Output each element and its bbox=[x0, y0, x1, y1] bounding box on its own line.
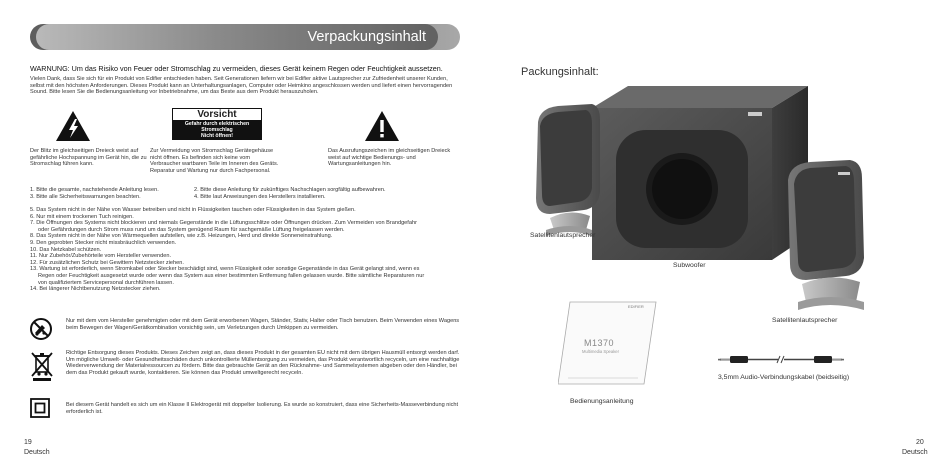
instruction-item: 10. Das Netzkabel schützen. bbox=[30, 246, 102, 253]
lightning-caption: Der Blitz im gleichseitigen Dreieck weist auf gefährliche Hochspannung im Gerät hin, die zu Stromschlag führen kann. bbox=[30, 148, 147, 168]
weee-notice bbox=[30, 350, 460, 390]
right-satellite-image bbox=[788, 160, 864, 310]
edifier-logo-icon bbox=[748, 112, 762, 116]
instruction-item: 14. Bei längerer Nichtbenutzung Netzstecker ziehen. bbox=[30, 286, 161, 293]
class2-double-insulation-icon bbox=[30, 398, 50, 418]
instruction-item: 7. Die Öffnungen des Systems nicht blockieren und niemals Gegenstände in die Lüftungsschlitze oder Öffnungen drücken. Zum Vermeiden von Brandgefahr bbox=[30, 220, 417, 227]
edifier-logo-icon bbox=[838, 172, 850, 175]
instruction-item: Regen oder Feuchtigkeit ausgesetzt wurde oder wenn das System aus einer bestimmten Entfernung fallen gelassen wurde. Bitte sämtliche Reparaturen nur bbox=[38, 272, 425, 279]
manual-model: M1370 bbox=[584, 338, 615, 348]
instruction-item: 5. Das System nicht in der Nähe von Wasser betreiben und nicht in Flüssigkeiten tauchen oder Flüssigkeiten in das System gießen. bbox=[30, 207, 356, 213]
instruction-item: 9. Den geprobten Stecker nicht missbräuchlich verwenden. bbox=[30, 239, 177, 246]
class2-text: Bei diesem Gerät handelt es sich um ein Klasse II Elektrogerät mit doppelter Isolierung. Es wurde so konstruiert, dass eine Sicherheits-Masseverbindung nicht erforderlich ist. bbox=[66, 402, 459, 415]
instruction-item: 1. Bitte die gesamte, nachstehende Anleitung lesen. bbox=[30, 187, 159, 193]
instruction-pairs bbox=[30, 187, 460, 200]
pair-row bbox=[30, 194, 460, 201]
pair-row bbox=[30, 187, 460, 194]
no-cart-tipping-icon bbox=[30, 318, 52, 340]
instruction-item: 3. Bitte alle Sicherheitswarnungen beachten. bbox=[30, 193, 141, 200]
subwoofer-image bbox=[592, 86, 808, 260]
label-satellite-right: Satellitenlautsprecher bbox=[772, 317, 838, 324]
lightning-warning-icon bbox=[55, 110, 91, 142]
weee-text: Richtige Entsorgung dieses Produkts. Dieses Zeichen zeigt an, dass dieses Produkt in der gesamten EU nicht mit dem übrigen Hausmüll entsorgt werden darf. Um mögliche Umwelt- oder Gesundheitsschäden durch unkontrollierte Müllentsorgung zu vermeiden, das Produkt verantwortlich recyceln, um eine nachhaltige Wiederverwendung der Materialressourcen zu fördern. Bitte das gebrauchte Gerät an den Rücknahme- und Sammelsystemen abgeben oder den Händler, bei dem das Produkt gekauft wurde, kontaktieren. Sie können das Produkt umweltgerecht recyceln. bbox=[66, 350, 460, 376]
instruction-item: 13. Wartung ist erforderlich, wenn Stromkabel oder Stecker beschädigt sind, wenn Flüssigkeit oder sonstige Gegenstände in das Gerät gelangt sind, wenn es bbox=[30, 266, 420, 273]
instruction-item: 6. Nur mit einem trockenen Tuch reinigen. bbox=[30, 213, 134, 220]
warning-heading: WARNUNG: Um das Risiko von Feuer oder Stromschlag zu vermeiden, dieses Gerät keinem Regen oder Feuchtigkeit aussetzen. bbox=[30, 64, 443, 73]
instruction-item: 2. Bitte diese Anleitung für zukünftiges Nachschlagen sorgfältig aufbewahren. bbox=[194, 187, 386, 193]
vorsicht-title: Vorsicht bbox=[173, 109, 261, 121]
cart-warning bbox=[30, 318, 460, 342]
audio-cable-image bbox=[718, 352, 844, 368]
manual-subtitle: Multimedia Speaker bbox=[582, 349, 620, 354]
label-manual: Bedienungsanleitung bbox=[570, 398, 634, 405]
vorsicht-line2: Stromschlag bbox=[173, 127, 261, 133]
label-subwoofer: Subwoofer bbox=[673, 262, 706, 269]
vorsicht-line3: Nicht öffnen! bbox=[173, 133, 261, 139]
cart-warning-text: Nur mit dem vom Hersteller genehmigten oder mit dem Gerät erworbenen Wagen, Ständer, Stativ, Halter oder Tisch benutzen. Beim Verwenden eines Wagens beim Bewegen der Wagen/Gerätkombination vorsichtig sein, um Verletzungen durch Umkippen zu vermeiden. bbox=[66, 318, 460, 331]
instruction-item: von qualifiziertem Servicepersonal durchführen lassen. bbox=[38, 279, 174, 286]
label-satellite-left: Satellitenlautsprecher bbox=[530, 232, 596, 239]
vorsicht-line1: Gefahr durch elektrischen bbox=[173, 121, 261, 127]
class2-notice bbox=[30, 398, 460, 422]
manual-image bbox=[558, 298, 658, 388]
exclamation-caption: Das Ausrufungszeichen im gleichseitigen Dreieck weist auf wichtige Bedienungs- und Wartungsanleitungen hin. bbox=[328, 148, 451, 168]
manual-brand: EDIFIER bbox=[628, 304, 644, 309]
package-contents-banner: Verpackungsinhalt bbox=[36, 24, 438, 50]
exclamation-warning-icon bbox=[364, 110, 400, 142]
instruction-item: 11. Nur Zubehör/Zubehörteile vom Hersteller verwenden. bbox=[30, 253, 172, 260]
weee-crossed-bin-icon bbox=[30, 350, 54, 382]
page-number-right: 20 bbox=[916, 439, 924, 446]
vorsicht-caption: Zur Vermeidung von Stromschlag Gerätegehäuse nicht öffnen. Es befinden sich keine vom Verbraucher wartbaren Teile im Inneren des Geräts. Reparatur und Wartung nur durch Fachpersonal. bbox=[150, 148, 279, 174]
page-number-left: 19 bbox=[24, 439, 32, 446]
instruction-item: 12. Für zusätzlichen Schutz bei Gewittern Netzstecker ziehen. bbox=[30, 259, 184, 266]
instruction-item: oder Gefährdungen durch Strom muss rund um das System genügend Raum für sachgemäße Lüftung freigelassen werden. bbox=[38, 226, 345, 233]
left-satellite-image bbox=[536, 104, 600, 236]
speaker-system-image bbox=[520, 68, 900, 318]
instruction-item: 8. Das System nicht in der Nähe von Wärmequellen aufstellen, wie z.B. Heizungen, Herd und direkte Sonneneinstrahlung. bbox=[30, 233, 333, 240]
label-cable: 3,5mm Audio-Verbindungskabel (beidseitig) bbox=[718, 374, 850, 381]
intro-text: Vielen Dank, dass Sie sich für ein Produkt von Edifier entschieden haben. Seit Generationen liefern wir bei Edifier aktive Lautsprecher zur Zufriedenheit unserer Kunden, selbst mit den höchsten Anforderungen. Dieses Produkt kann an Unterhaltungsanlagen, Computer oder Heimkino angeschlossen werden und liefert einen hervorragenden Sound. Bitte lesen Sie die Bedienungsanleitung vor Inbetriebnahme, um das Beste aus dem Produkt herauszuholen. bbox=[30, 76, 453, 96]
instruction-item: 4. Bitte laut Anweisungen des Herstellers installieren. bbox=[194, 193, 326, 200]
vorsicht-label bbox=[172, 108, 262, 140]
instruction-list bbox=[30, 207, 460, 293]
language-right: Deutsch bbox=[902, 449, 928, 456]
language-left: Deutsch bbox=[24, 449, 50, 456]
package-title: Packungsinhalt: bbox=[521, 66, 599, 78]
